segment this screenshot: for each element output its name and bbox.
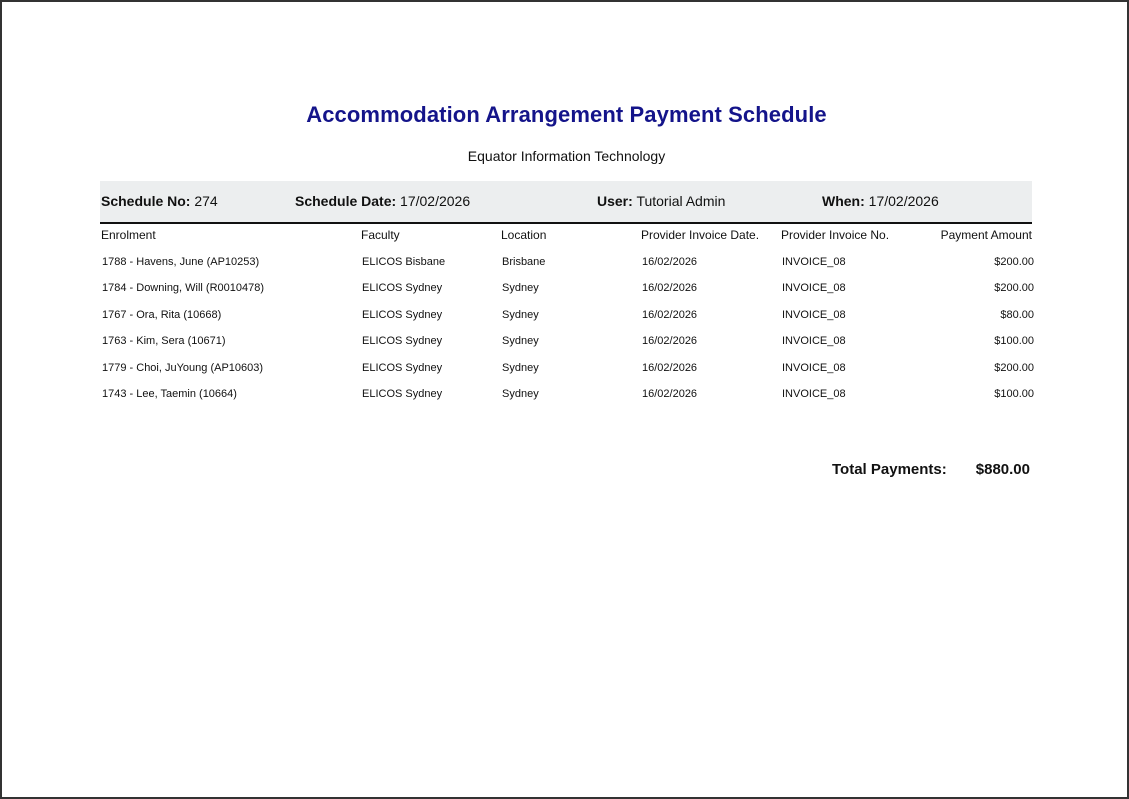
cell-payment-amount: $100.00 <box>994 335 1034 348</box>
cell-faculty: ELICOS Sydney <box>362 308 443 321</box>
schedule-no-value: 274 <box>194 193 218 209</box>
cell-enrolment: 1743 - Lee, Taemin (10664) <box>102 387 237 400</box>
cell-invoice-date: 16/02/2026 <box>642 335 698 348</box>
cell-invoice-date: 16/02/2026 <box>642 361 698 374</box>
schedule-summary <box>100 181 1032 224</box>
cell-payment-amount: $100.00 <box>994 387 1034 400</box>
schedule-when <box>822 193 939 209</box>
cell-invoice-no: INVOICE_08 <box>782 282 846 295</box>
user-label: User: <box>597 193 633 209</box>
when-value: 17/02/2026 <box>868 193 939 209</box>
table-row <box>100 274 1034 300</box>
table-row <box>100 301 1034 327</box>
cell-enrolment: 1767 - Ora, Rita (10668) <box>102 308 222 321</box>
report-title: Accommodation Arrangement Payment Schedule <box>306 102 827 127</box>
cell-invoice-date: 16/02/2026 <box>642 308 698 321</box>
cell-enrolment: 1779 - Choi, JuYoung (AP10603) <box>102 361 264 374</box>
table-row <box>100 354 1034 380</box>
cell-invoice-no: INVOICE_08 <box>782 256 846 268</box>
cell-faculty: ELICOS Bisbane <box>362 256 446 268</box>
cell-invoice-no: INVOICE_08 <box>782 335 846 348</box>
payment-table <box>100 228 1034 406</box>
total-payments-value: $880.00 <box>975 461 1030 478</box>
when-label: When: <box>822 193 865 209</box>
cell-invoice-date: 16/02/2026 <box>642 282 698 295</box>
cell-invoice-date: 16/02/2026 <box>642 387 698 400</box>
cell-enrolment: 1788 - Havens, June (AP10253) <box>102 256 260 268</box>
cell-location: Sydney <box>502 387 539 400</box>
table-row <box>100 380 1034 406</box>
cell-payment-amount: $200.00 <box>994 282 1034 295</box>
cell-faculty: ELICOS Sydney <box>362 282 443 295</box>
cell-location: Sydney <box>502 361 539 374</box>
schedule-no <box>101 193 218 209</box>
cell-invoice-no: INVOICE_08 <box>782 361 846 374</box>
schedule-date <box>295 193 470 209</box>
cell-location: Sydney <box>502 282 539 295</box>
cell-payment-amount: $200.00 <box>994 361 1034 374</box>
cell-enrolment: 1784 - Downing, Will (R0010478) <box>102 282 265 295</box>
cell-location: Sydney <box>502 335 539 348</box>
column-header-enrolment: Enrolment <box>101 228 156 242</box>
organisation-name: Equator Information Technology <box>467 148 666 164</box>
column-header-faculty: Faculty <box>361 228 400 242</box>
column-header-provider-invoice-date: Provider Invoice Date. <box>641 228 760 242</box>
table-row <box>100 327 1034 353</box>
schedule-date-label: Schedule Date: <box>295 193 397 209</box>
cell-invoice-no: INVOICE_08 <box>782 308 846 321</box>
cell-faculty: ELICOS Sydney <box>362 387 443 400</box>
cell-payment-amount: $80.00 <box>1000 308 1034 321</box>
cell-faculty: ELICOS Sydney <box>362 361 443 374</box>
schedule-user <box>597 193 725 209</box>
schedule-date-value: 17/02/2026 <box>400 193 471 209</box>
user-value: Tutorial Admin <box>636 193 726 209</box>
cell-location: Sydney <box>502 308 539 321</box>
cell-payment-amount: $200.00 <box>994 256 1034 268</box>
table-header <box>100 228 1034 248</box>
column-header-payment-amount: Payment Amount <box>940 228 1032 242</box>
column-header-location: Location <box>501 228 547 242</box>
cell-enrolment: 1763 - Kim, Sera (10671) <box>102 335 226 348</box>
total-payments-label: Total Payments: <box>832 461 947 478</box>
column-header-provider-invoice-no: Provider Invoice No. <box>781 228 890 242</box>
cell-faculty: ELICOS Sydney <box>362 335 443 348</box>
schedule-no-label: Schedule No: <box>101 193 191 209</box>
cell-invoice-no: INVOICE_08 <box>782 387 846 400</box>
cell-location: Brisbane <box>502 256 546 268</box>
cell-invoice-date: 16/02/2026 <box>642 256 698 268</box>
table-row <box>100 248 1034 274</box>
